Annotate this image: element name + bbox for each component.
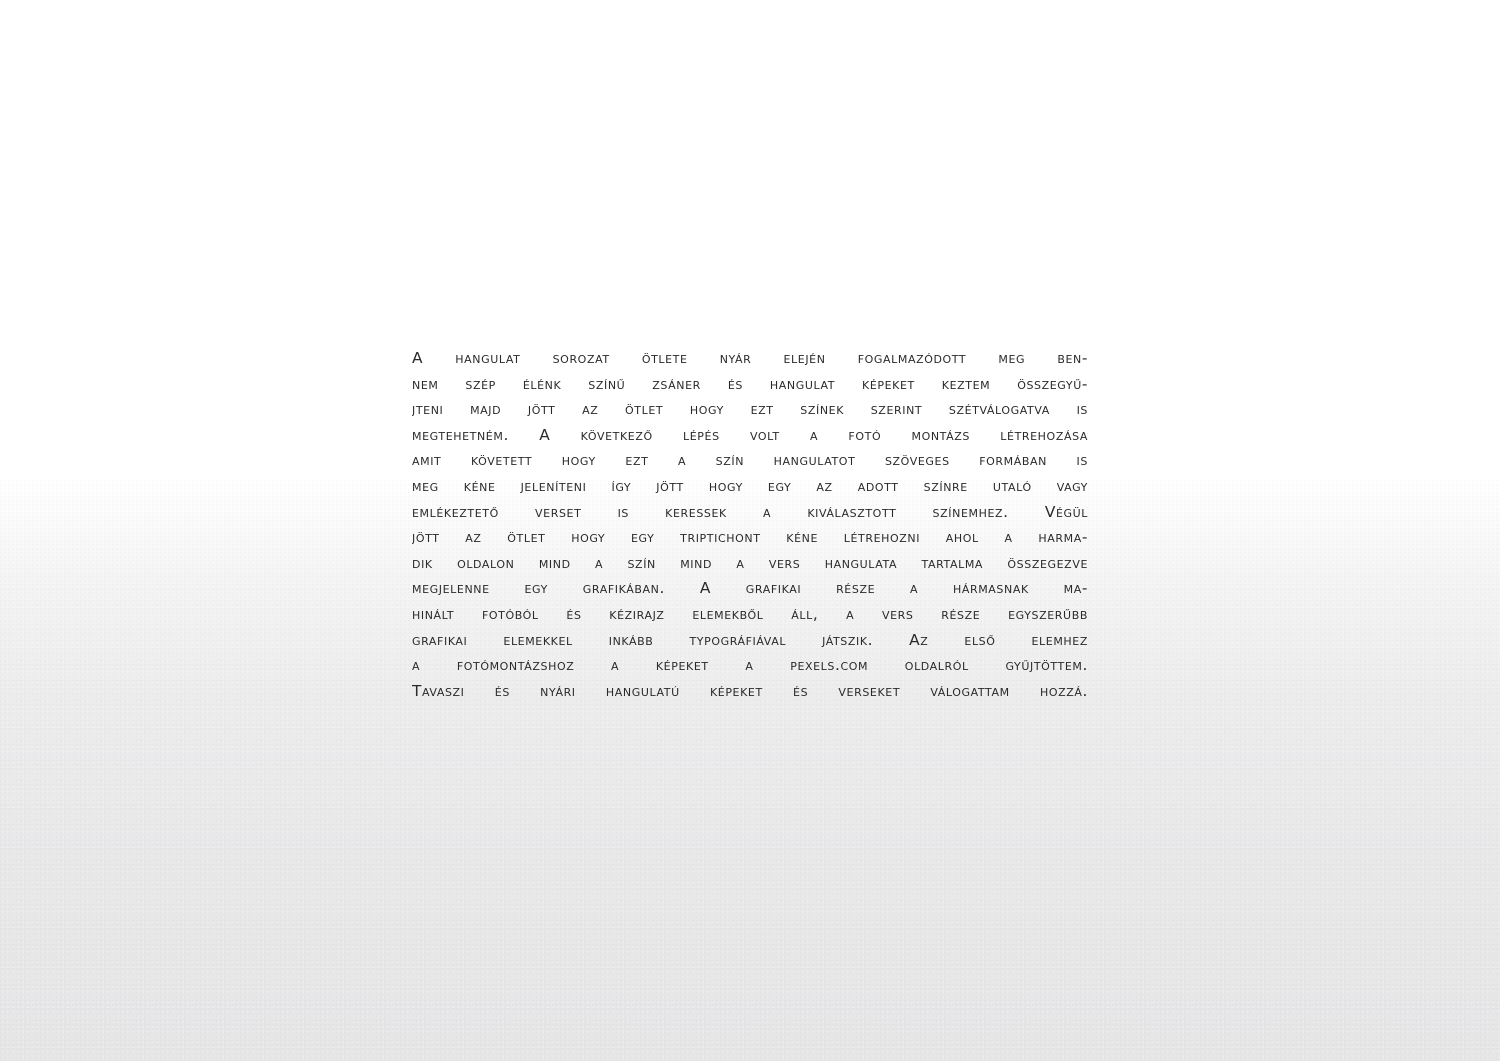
paragraph-line: dik oldalon mind a szín mind a vers hangulata tartalma összegezve bbox=[412, 553, 1088, 572]
paragraph-line: megjelenne egy grafikában. A grafikai része a hármasnak ma- bbox=[412, 579, 1088, 598]
description-paragraph bbox=[412, 346, 1088, 704]
paragraph-line: megtehetném. A következő lépés volt a fotó montázs létrehozása bbox=[412, 425, 1088, 444]
paragraph-line: a fotómontázshoz a képeket a pexels.com oldalról gyűjtöttem. bbox=[412, 656, 1088, 675]
paragraph-line: Tavaszi és nyári hangulatú képeket és verseket válogattam hozzá. bbox=[412, 681, 1088, 700]
paragraph-line: grafikai elemekkel inkább typográfiával játszik. Az első elemhez bbox=[412, 630, 1088, 649]
paragraph-line: jött az ötlet hogy egy triptichont kéne létrehozni ahol a harma- bbox=[412, 528, 1088, 547]
paragraph-line: A hangulat sorozat ötlete nyár elején fogalmazódott meg ben- bbox=[412, 349, 1088, 367]
paragraph-line: meg kéne jeleníteni így jött hogy egy az adott színre utaló vagy bbox=[412, 476, 1088, 495]
paragraph-line: emlékeztető verset is keressek a kiválasztott színemhez. Végül bbox=[412, 502, 1088, 521]
paragraph-line: nem szép élénk színű zsáner és hangulat képeket keztem összegyű- bbox=[412, 374, 1088, 393]
paragraph-line: jteni majd jött az ötlet hogy ezt színek szerint szétválogatva is bbox=[412, 400, 1088, 419]
paragraph-line: amit követett hogy ezt a szín hangulatot szöveges formában is bbox=[412, 451, 1088, 470]
paragraph-line: hinált fotóból és kézirajz elemekből áll, a vers része egyszerűbb bbox=[412, 604, 1088, 623]
